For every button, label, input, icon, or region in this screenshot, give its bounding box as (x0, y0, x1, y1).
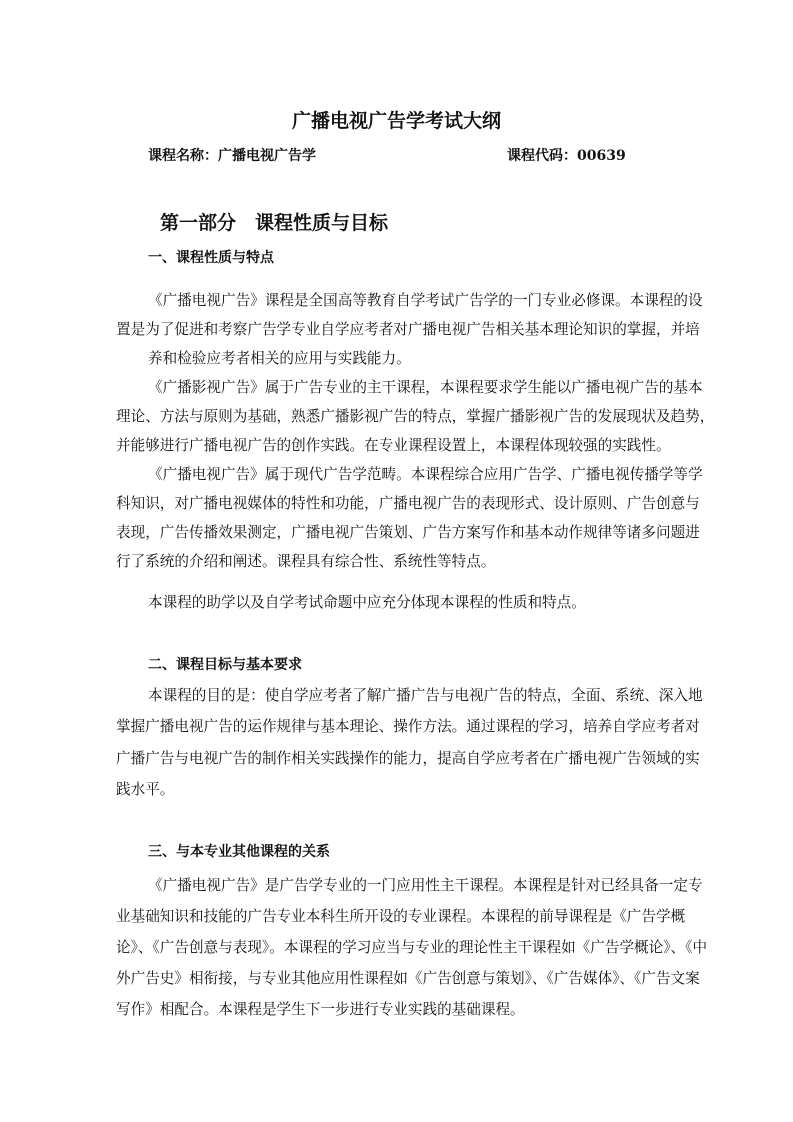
section-heading: 二、课程目标与基本要求 (148, 657, 302, 673)
paragraph-line: 理论、方法与原则为基础，熟悉广播影视广告的特点，掌握广播影视广告的发展现状及趋势， (116, 408, 715, 425)
paragraph-line: 置是为了促进和考察广告学专业自学应考者对广播电视广告相关基本理论知识的掌握，并培 (116, 321, 700, 338)
paragraph-line: 本课程的目的是：使自学应考者了解广播广告与电视广告的特点，全面、系统、深入地 (148, 687, 703, 704)
section-heading: 一、课程性质与特点 (148, 250, 274, 266)
course-code: 课程代码：00639 (507, 148, 626, 164)
paragraph-line: 并能够进行广播电视广告的创作实践。在专业课程设置上，本课程体现较强的实践性。 (116, 437, 671, 454)
paragraph-line: 论》、《广告创意与表现》。本课程的学习应当与专业的理论性主干课程如《广告学概论》、《中 (116, 939, 708, 956)
paragraph-line: 《广播电视广告》课程是全国高等教育自学考试广告学的一门专业必修课。本课程的设 (148, 292, 703, 309)
paragraph-line: 《广播电视广告》属于现代广告学范畴。本课程综合应用广告学、广播电视传播学等学 (148, 466, 703, 483)
paragraph-line: 践水平。 (116, 781, 175, 798)
paragraph-line: 广播广告与电视广告的制作相关实践操作的能力，提高自学应考者在广播电视广告领域的实 (116, 750, 700, 767)
paragraph-line: 养和检验应考者相关的应用与实践能力。 (148, 350, 411, 367)
document-title: 广播电视广告学考试大纲 (291, 110, 501, 132)
paragraph-line: 写作》相配合。本课程是学生下一步进行专业实践的基础课程。 (116, 1001, 525, 1018)
paragraph-line: 行了系统的介绍和阐述。课程具有综合性、系统性等特点。 (116, 553, 496, 570)
paragraph-line: 本课程的助学以及自学考试命题中应充分体现本课程的性质和特点。 (148, 594, 586, 611)
paragraph-line: 掌握广播电视广告的运作规律与基本理论、操作方法。通过课程的学习，培养自学应考者对 (116, 718, 700, 735)
paragraph-line: 外广告史》相衔接，与专业其他应用性课程如《广告创意与策划》、《广告媒体》、《广告文案 (116, 970, 700, 987)
paragraph-line: 业基础知识和技能的广告专业本科生所开设的专业课程。本课程的前导课程是《广告学概 (116, 908, 686, 925)
course-name: 课程名称：广播电视广告学 (148, 148, 316, 164)
section-heading: 三、与本专业其他课程的关系 (148, 844, 330, 860)
part-heading: 第一部分 课程性质与目标 (160, 212, 389, 234)
paragraph-line: 表现，广告传播效果测定，广播电视广告策划、广告方案写作和基本动作规律等诸多问题进 (116, 524, 700, 541)
paragraph-line: 科知识，对广播电视媒体的特性和功能，广播电视广告的表现形式、设计原则、广告创意与 (116, 495, 700, 512)
paragraph-line: 《广播电视广告》是广告学专业的一门应用性主干课程。本课程是针对已经具备一定专 (148, 877, 703, 894)
paragraph-line: 《广播影视广告》属于广告专业的主干课程，本课程要求学生能以广播电视广告的基本 (148, 379, 703, 396)
